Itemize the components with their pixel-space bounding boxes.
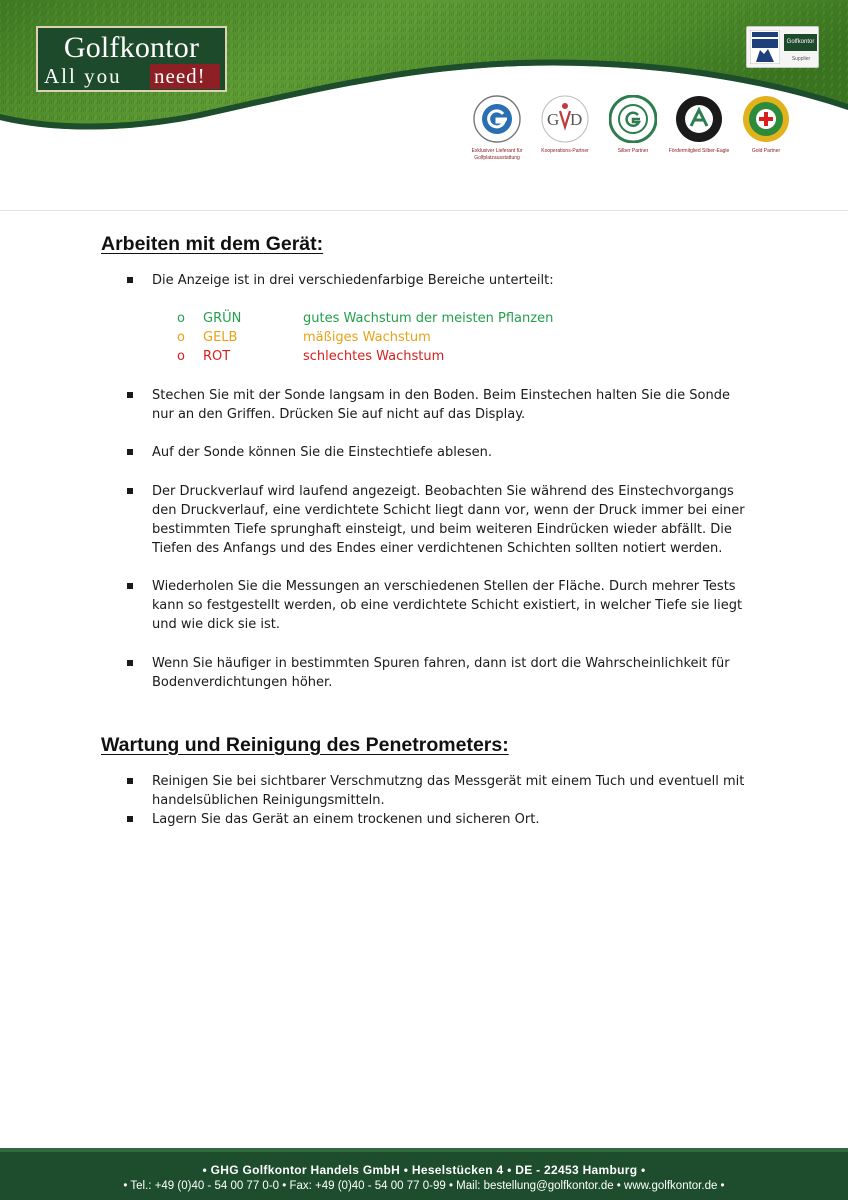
section-title-arbeiten: Arbeiten mit dem Gerät: (101, 233, 324, 255)
circle-bullet-icon: o (177, 349, 185, 364)
section-title-wartung: Wartung und Reinigung des Penetrometers: (101, 734, 509, 756)
legend-name: GRÜN (203, 311, 242, 326)
legend-name: ROT (203, 349, 231, 364)
list-item-text: Stechen Sie mit der Sonde langsam in den Boden. Beim Einstechen halten Sie die Sonde nur an den Griffen. Drücken Sie auf nicht auf das Display. (152, 388, 730, 422)
list-item-text: Auf der Sonde können Sie die Einstechtiefe ablesen. (152, 445, 492, 460)
partner-stechers (462, 95, 532, 165)
page-header (0, 0, 848, 212)
logo-tagline-b: need! (150, 64, 220, 89)
circle-bullet-icon: o (177, 311, 185, 326)
svg-text:D: D (570, 110, 583, 129)
bullet-icon (127, 392, 133, 398)
bullet-icon (127, 277, 133, 283)
partner-greenkeeper (598, 95, 668, 165)
footer-company-address: • GHG Golfkontor Handels GmbH • Heselstücken 4 • DE - 22453 Hamburg • (202, 1163, 646, 1177)
list-item (127, 386, 747, 424)
bullet-icon (127, 816, 133, 822)
bullet-icon (127, 778, 133, 784)
partner-gvd (530, 95, 600, 165)
austrian-icon (675, 95, 723, 143)
stechers-g-icon (473, 95, 521, 143)
list-item-text: Wiederholen Sie die Messungen an verschiedenen Stellen der Fläche. Durch mehrer Tests kann so festgestellt werden, ob eine verdichtete Schicht existiert, in welcher Tiefe sie liegt und wie dick sie ist. (152, 579, 743, 632)
legend-description: gutes Wachstum der meisten Pflanzen (303, 311, 554, 326)
list-item (127, 577, 747, 634)
list-item (127, 271, 747, 290)
logo-title: Golfkontor (63, 31, 200, 64)
logo-tagline (42, 64, 221, 90)
usga-supplier-badge (746, 26, 819, 68)
circle-bullet-icon: o (177, 330, 185, 345)
usga-caption: Supplier (791, 56, 811, 62)
list-item-text: Der Druckverlauf wird laufend angezeigt. Beobachten Sie während des Einstechvorgangs den Druckverlauf, eine verdichtete Schicht liegt dann vor, wenn der Druck immer bei einer bestimmten Tiefe sprunghaft einsteigt, und beim weiteren Eindrücken wieder abfällt. Die Tiefen des Anfangs und des Endes einer verdichtenen Schichten sollten notiert werden. (152, 484, 745, 556)
legend-description: mäßiges Wachstum (303, 330, 431, 345)
list-item-text: Wenn Sie häufiger in bestimmten Spuren fahren, dann ist dort die Wahrscheinlichkeit für Bodenverdichtungen höher. (152, 656, 730, 690)
greenkeeper-icon (609, 95, 657, 143)
list-item-text: Lagern Sie das Gerät an einem trockenen und sicheren Ort. (152, 812, 540, 827)
usga-shield-icon (750, 30, 780, 64)
bullet-icon (127, 449, 133, 455)
partner-caption: Gold Partner (751, 148, 781, 154)
list-item-text: Die Anzeige ist in drei verschiedenfarbige Bereiche unterteilt: (152, 273, 554, 288)
partner-caption: Exklusiver Lieferant für Golfplatzausstattung (471, 148, 523, 161)
gvd-icon (541, 95, 589, 143)
footer-contact-info: • Tel.: +49 (0)40 - 54 00 77 0-0 • Fax: +49 (0)40 - 54 00 77 0-99 • Mail: bestellung@golfkontor.de • www.golfkontor.de • (123, 1180, 725, 1192)
partner-caption: Kooperations-Partner (541, 148, 589, 154)
list-item-text: Reinigen Sie bei sichtbarer Verschmutzng das Messgerät mit einem Tuch und eventuell mit handelsüblichen Reinigungsmitteln. (152, 774, 745, 808)
bullet-icon (127, 583, 133, 589)
logo-tagline-a: All you (44, 64, 122, 88)
list-item (127, 654, 747, 692)
usga-mini-logo: Golfkontor (784, 34, 817, 51)
page-footer (0, 1152, 848, 1200)
partner-austrian (664, 95, 734, 165)
partner-caption: Fördermitglied Silber-Eagle (668, 148, 730, 154)
list-item (127, 482, 747, 558)
list-item (127, 443, 747, 462)
partner-sga (731, 95, 801, 165)
golfkontor-logo[interactable] (36, 26, 227, 92)
partner-caption: Silber Partner (617, 148, 649, 154)
bullet-icon (127, 488, 133, 494)
list-item (127, 772, 747, 810)
sga-icon (742, 95, 790, 143)
list-item (127, 810, 747, 829)
bullet-icon (127, 660, 133, 666)
header-divider (0, 210, 848, 211)
svg-text:G: G (547, 110, 560, 129)
legend-description: schlechtes Wachstum (303, 349, 445, 364)
legend-name: GELB (203, 330, 238, 345)
